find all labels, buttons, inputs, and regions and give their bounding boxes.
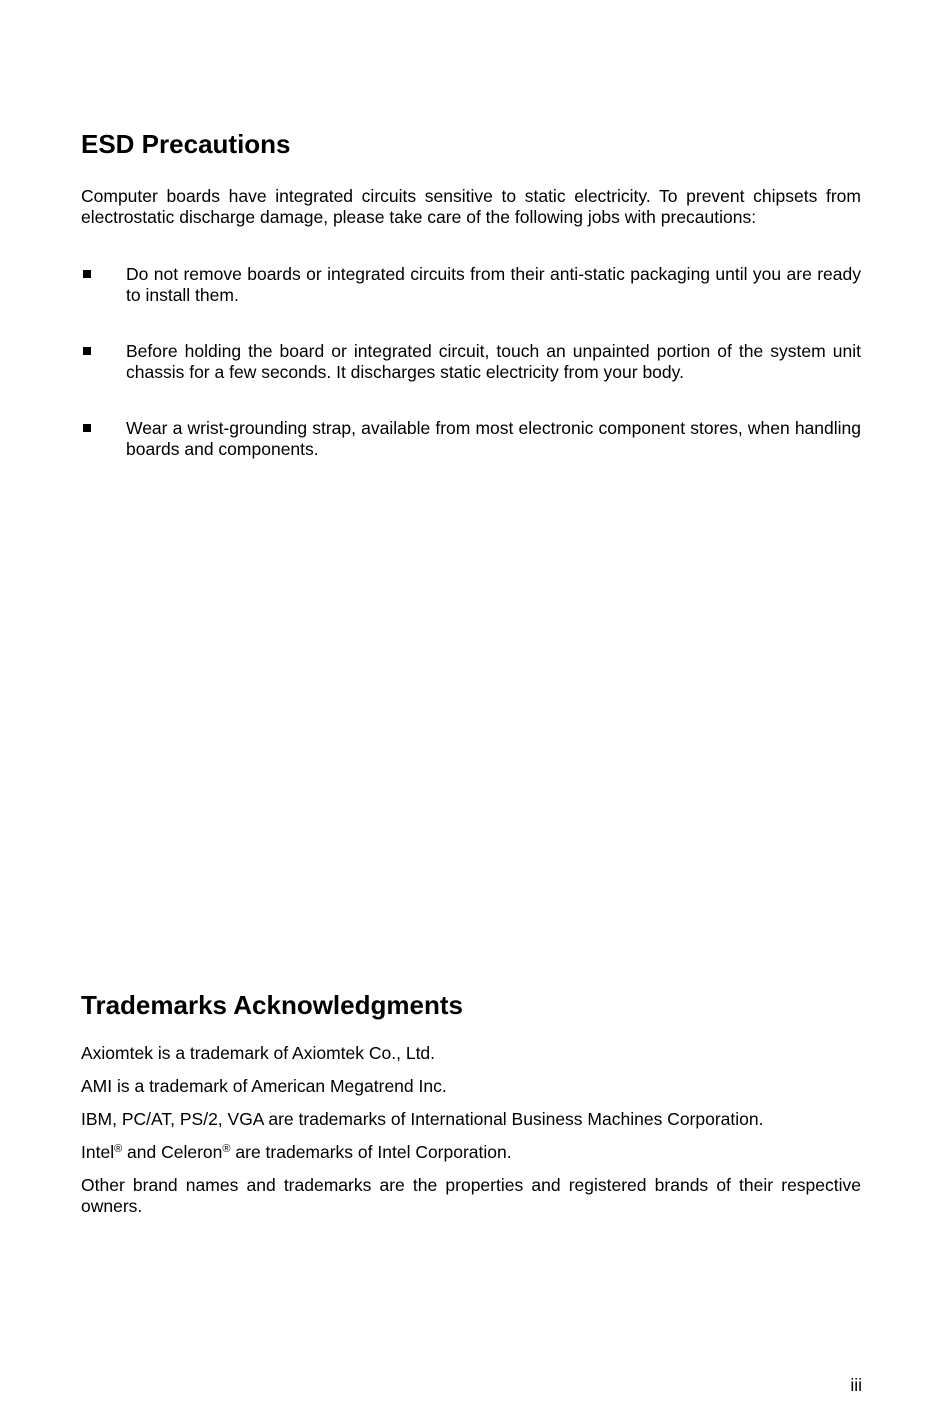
esd-bullet-text: Before holding the board or integrated circuit, touch an unpainted portion of the system unit chassis for a few seconds. It discharges static electricity from your body. — [126, 341, 861, 382]
square-bullet-icon — [83, 424, 91, 432]
esd-bullet-text: Wear a wrist-grounding strap, available from most electronic component stores, when handling boards and components. — [126, 418, 861, 459]
trademark-line-ami: AMI is a trademark of American Megatrend Inc. — [81, 1076, 447, 1096]
registered-mark: ® — [114, 1142, 123, 1155]
esd-intro-paragraph: Computer boards have integrated circuits sensitive to static electricity. To prevent chipsets from electrostatic discharge damage, please take care of the following jobs with precautions: — [81, 186, 861, 227]
trademark-line-axiomtek: Axiomtek is a trademark of Axiomtek Co., Ltd. — [81, 1043, 436, 1063]
celeron-text: and Celeron — [122, 1142, 223, 1162]
trademark-line-other: Other brand names and trademarks are the properties and registered brands of their respective owners. — [81, 1175, 861, 1216]
trademark-line-intel — [81, 1142, 861, 1163]
esd-bullet-text: Do not remove boards or integrated circuits from their anti-static packaging until you are ready to install them. — [126, 264, 861, 305]
registered-mark: ® — [222, 1142, 231, 1155]
page-number: iii — [850, 1375, 862, 1395]
square-bullet-icon — [83, 270, 91, 278]
esd-precautions-heading: ESD Precautions — [81, 129, 291, 159]
square-bullet-icon — [83, 347, 91, 355]
intel-text: Intel — [81, 1142, 115, 1162]
trademark-line-ibm: IBM, PC/AT, PS/2, VGA are trademarks of International Business Machines Corporation. — [81, 1109, 764, 1129]
intel-corporation-text: are trademarks of Intel Corporation. — [230, 1142, 512, 1162]
trademarks-heading: Trademarks Acknowledgments — [81, 990, 463, 1020]
